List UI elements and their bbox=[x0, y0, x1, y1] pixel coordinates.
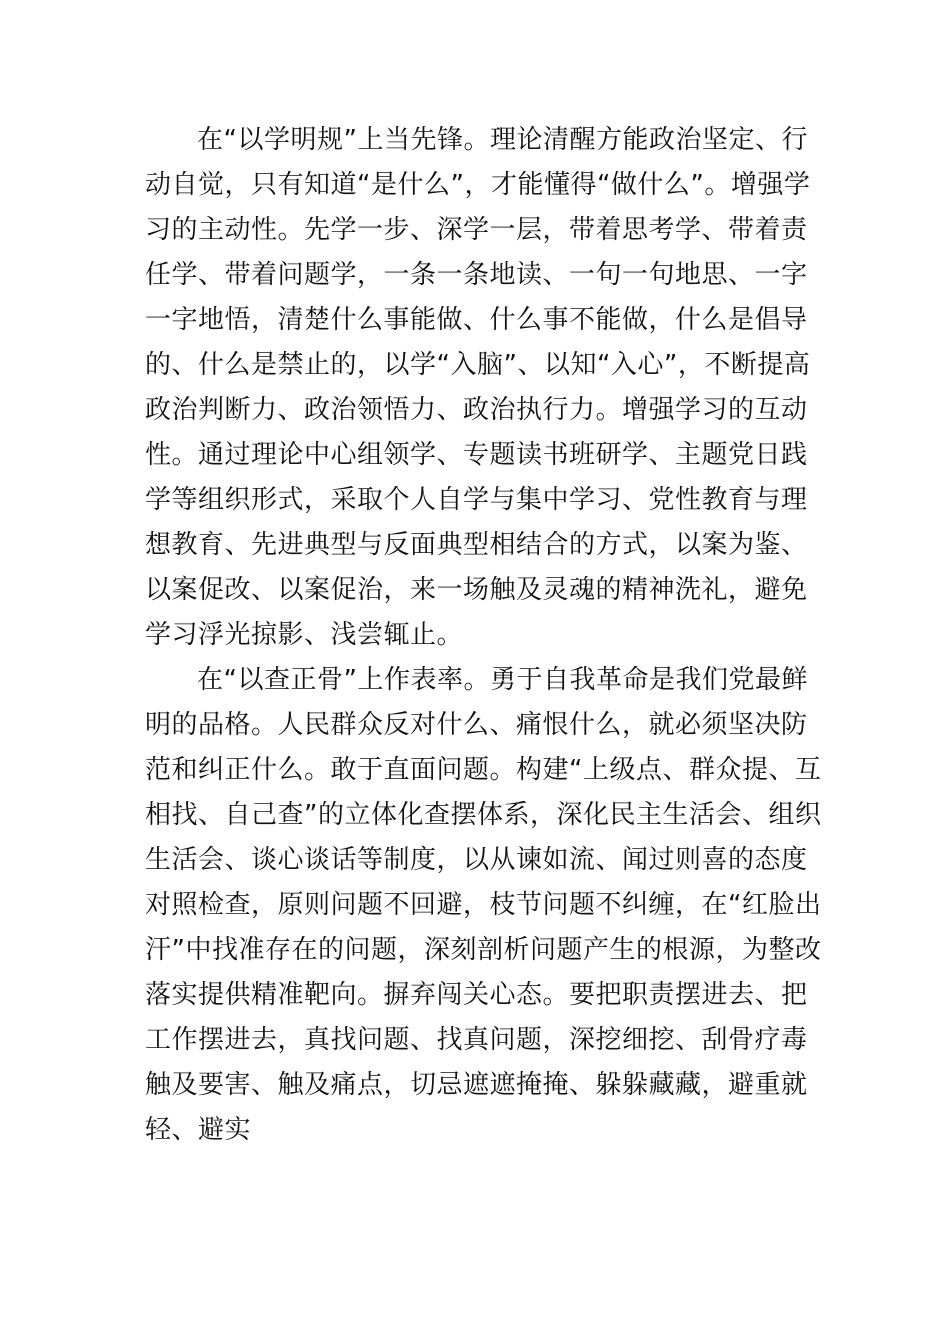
paragraph-line: 工作摆进去，真找问题、找真问题，深挖细挖、刮骨疗毒 bbox=[145, 1025, 808, 1055]
paragraph-line: 动自觉，只有知道“是什么”，才能懂得“做什么”。增强学 bbox=[145, 170, 811, 200]
paragraph-line: 以案促改、以案促治，来一场触及灵魂的精神洗礼，避免 bbox=[145, 575, 808, 605]
paragraph-line: 在“以学明规”上当先锋。理论清醒方能政治坚定、行 bbox=[197, 125, 808, 155]
paragraph-line: 政治判断力、政治领悟力、政治执行力。增强学习的互动 bbox=[145, 395, 808, 425]
paragraph-line: 习的主动性。先学一步、深学一层，带着思考学、带着责 bbox=[145, 215, 808, 245]
paragraph-2 bbox=[145, 658, 822, 1153]
paragraph-line: 学等组织形式，采取个人自学与集中学习、党性教育与理 bbox=[145, 485, 808, 515]
paragraph-line: 触及要害、触及痛点，切忌遮遮掩掩、躲躲藏藏，避重就 bbox=[145, 1070, 808, 1100]
document-body bbox=[145, 118, 822, 1153]
paragraph-line: 的、什么是禁止的，以学“入脑”、以知“入心”，不断提高 bbox=[145, 350, 811, 380]
paragraph-line: 范和纠正什么。敢于直面问题。构建“上级点、群众提、互 bbox=[145, 755, 822, 785]
paragraph-line: 想教育、先进典型与反面典型相结合的方式，以案为鉴、 bbox=[145, 530, 808, 560]
paragraph-line: 一字地悟，清楚什么事能做、什么事不能做，什么是倡导 bbox=[145, 305, 808, 335]
paragraph-line: 任学、带着问题学，一条一条地读、一句一句地思、一字 bbox=[145, 260, 808, 290]
paragraph-line: 性。通过理论中心组领学、专题读书班研学、主题党日践 bbox=[145, 440, 808, 470]
paragraph-line: 相找、自己查”的立体化查摆体系，深化民主生活会、组织 bbox=[145, 800, 822, 830]
paragraph-line: 生活会、谈心谈话等制度，以从谏如流、闻过则喜的态度 bbox=[145, 845, 808, 875]
paragraph-1 bbox=[145, 118, 811, 658]
paragraph-line: 对照检查，原则问题不回避，枝节问题不纠缠，在“红脸出 bbox=[145, 890, 822, 920]
paragraph-line: 明的品格。人民群众反对什么、痛恨什么，就必须坚决防 bbox=[145, 710, 808, 740]
paragraph-line: 学习浮光掠影、浅尝辄止。 bbox=[145, 620, 464, 650]
paragraph-line: 轻、避实 bbox=[145, 1115, 252, 1145]
paragraph-line: 汗”中找准存在的问题，深刻剖析问题产生的根源，为整改 bbox=[145, 935, 822, 965]
paragraph-line: 落实提供精准靶向。摒弃闯关心态。要把职责摆进去、把 bbox=[145, 980, 808, 1010]
paragraph-line: 在“以查正骨”上作表率。勇于自我革命是我们党最鲜 bbox=[197, 665, 808, 695]
